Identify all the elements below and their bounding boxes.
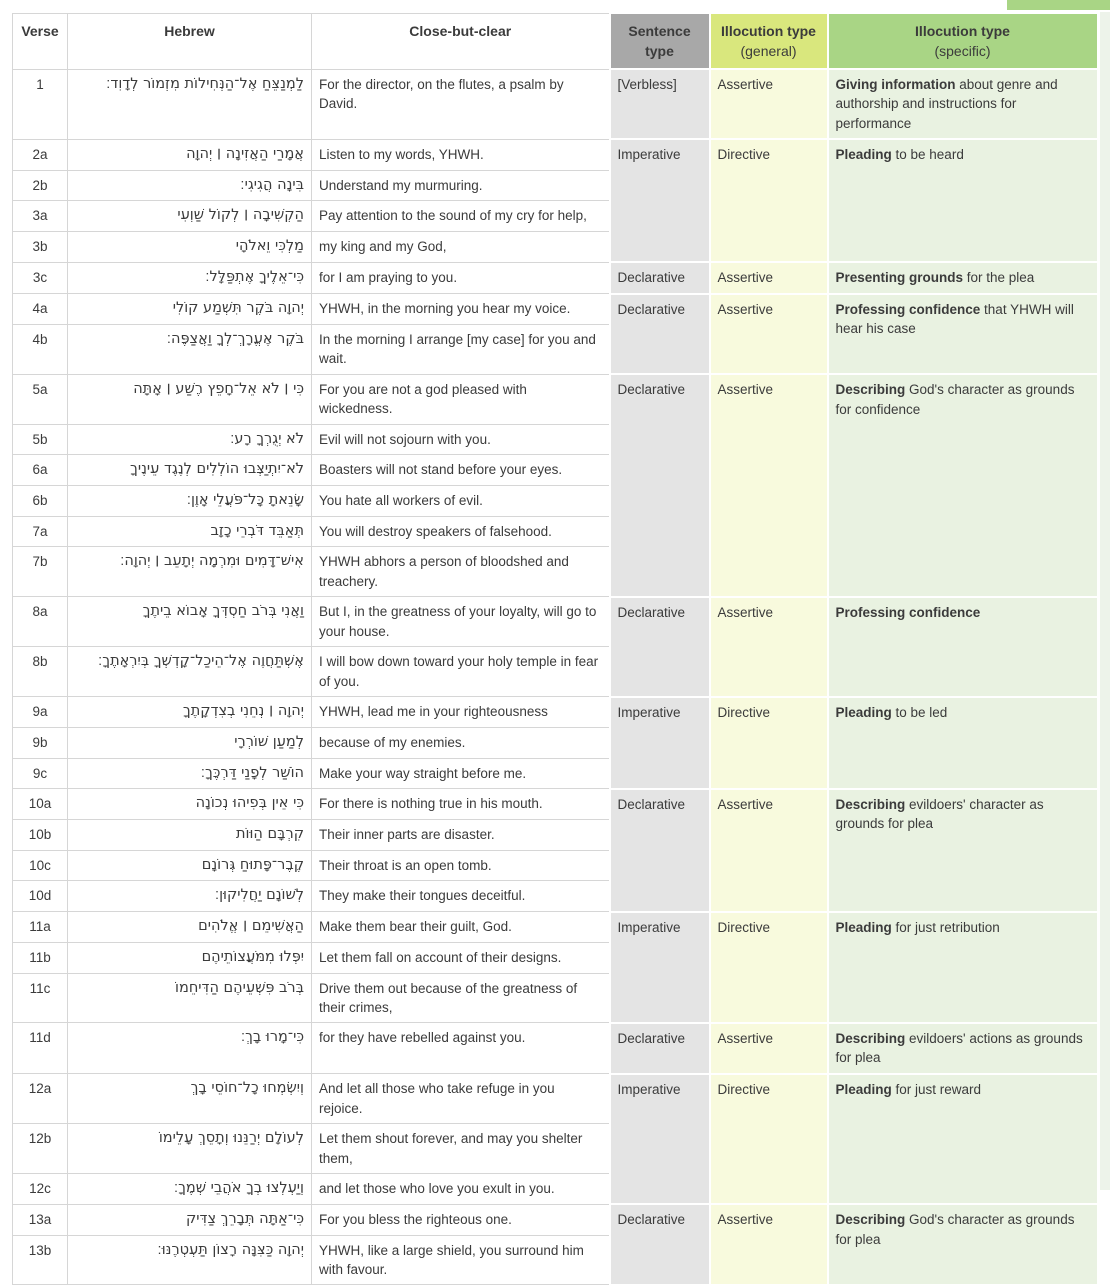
hebrew-text-cell: בֹּקֶר אֶעֱרָךְ־לְךָ וַאֲצַפֶּה׃ (68, 324, 312, 374)
translation-cell: Boasters will not stand before your eyes. (312, 455, 610, 486)
illocution-specific-keyword: Pleading (835, 704, 892, 720)
translation-cell: Listen to my words, YHWH. (312, 139, 610, 170)
illocution-general-cell: Assertive (710, 294, 828, 375)
verse-cell: 3b (13, 231, 68, 262)
verse-cell: 9c (13, 758, 68, 789)
verse-cell: 13a (13, 1204, 68, 1235)
verse-cell: 8b (13, 647, 68, 697)
verse-cell: 10d (13, 881, 68, 912)
verse-cell: 11b (13, 942, 68, 973)
illocution-specific-detail: God's character as grounds for confidence (835, 382, 1075, 417)
hebrew-text-cell: לְשׁוֹנָם יַחֲלִיקוּן׃ (68, 881, 312, 912)
column-header-sentence-type: Sentence type (610, 13, 710, 69)
translation-cell: And let all those who take refuge in you rejoice. (312, 1074, 610, 1124)
verse-cell: 3a (13, 201, 68, 232)
hebrew-text-cell: בִּינָה הֲגִיגִי׃ (68, 170, 312, 201)
illocution-general-cell: Directive (710, 139, 828, 262)
illocution-general-cell: Assertive (710, 262, 828, 293)
illocution-specific-detail: to be heard (891, 147, 964, 163)
illocution-specific-detail: evildoers' actions as grounds for plea (835, 1030, 1083, 1066)
verse-cell: 3c (13, 262, 68, 293)
translation-cell: Make your way straight before me. (312, 758, 610, 789)
translation-cell: Drive them out because of the greatness of their crimes, (312, 973, 610, 1023)
hebrew-text-cell: וַאֲנִי בְּרֹב חַסְדְּךָ אָבוֹא בֵיתֶךָ (68, 597, 312, 647)
hebrew-text-cell: כִּי־אֵלֶיךָ אֶתְפַּלָּל׃ (68, 262, 312, 293)
translation-cell: You hate all workers of evil. (312, 486, 610, 517)
verse-cell: 12c (13, 1174, 68, 1205)
illocution-specific-keyword: Pleading (835, 1081, 892, 1097)
translation-cell: But I, in the greatness of your loyalty, will go to your house. (312, 597, 610, 647)
hebrew-text-cell: אִישׁ־דָּמִים וּמִרְמָה יְתָעֵב ׀ יְהוָה׃ (68, 547, 312, 597)
translation-cell: Let them fall on account of their designs. (312, 942, 610, 973)
cropped-column-right-strip (1100, 12, 1110, 1190)
column-header-illocution-general (710, 13, 828, 69)
translation-cell: You will destroy speakers of falsehood. (312, 516, 610, 547)
translation-cell: for they have rebelled against you. (312, 1023, 610, 1074)
illocution-specific-cell (828, 789, 1098, 912)
illocution-specific-cell (828, 697, 1098, 789)
translation-cell: For you are not a god pleased with wickedness. (312, 374, 610, 424)
translation-cell: YHWH, lead me in your righteousness (312, 697, 610, 728)
verse-cell: 10a (13, 789, 68, 820)
sentence-type-cell: Imperative (610, 139, 710, 262)
header-title: Illocution type (721, 23, 816, 39)
hebrew-text-cell: הַאֲשִׁימֵם ׀ אֱלֹהִים (68, 912, 312, 943)
translation-cell: Evil will not sojourn with you. (312, 424, 610, 455)
hebrew-text-cell: תְּאַבֵּד דֹּבְרֵי כָזָב (68, 516, 312, 547)
hebrew-text-cell: לְעוֹלָם יְרַנֵּנוּ וְתָסֵךְ עָלֵימוֹ (68, 1124, 312, 1174)
verse-cell: 4b (13, 324, 68, 374)
translation-cell: I will bow down toward your holy temple in fear of you. (312, 647, 610, 697)
illocution-specific-keyword: Describing (835, 1212, 906, 1228)
illocution-general-cell: Assertive (710, 1204, 828, 1285)
table-body (13, 69, 1098, 1285)
verse-cell: 4a (13, 294, 68, 325)
illocution-specific-keyword: Describing (835, 796, 906, 812)
header-subtitle: (specific) (934, 43, 991, 60)
hebrew-text-cell: שָׂנֵאתָ כָּל־פֹּעֲלֵי אָוֶן׃ (68, 486, 312, 517)
translation-cell: Their throat is an open tomb. (312, 850, 610, 881)
hebrew-text-cell: אֲמָרַי הַאֲזִינָה ׀ יְהוָה (68, 139, 312, 170)
hebrew-text-cell: כִּי ׀ לֹא אֵל־חָפֵץ רֶשַׁע ׀ אָתָּה (68, 374, 312, 424)
column-header-verse: Verse (13, 13, 68, 69)
translation-cell: They make their tongues deceitful. (312, 881, 610, 912)
column-header-illocution-specific (828, 13, 1098, 69)
sentence-type-cell: Declarative (610, 294, 710, 375)
table-row (13, 294, 1098, 325)
illocution-specific-cell (828, 374, 1098, 597)
illocution-specific-detail: evildoers' character as grounds for plea (835, 796, 1044, 832)
illocution-specific-detail: for just retribution (891, 919, 1000, 935)
illocution-specific-keyword: Professing confidence (835, 604, 981, 620)
translation-cell: For the director, on the flutes, a psalm by David. (312, 69, 610, 139)
verse-cell: 10b (13, 819, 68, 850)
sentence-type-cell: Declarative (610, 789, 710, 912)
header-subtitle: (general) (740, 43, 797, 60)
verse-cell: 11d (13, 1023, 68, 1074)
illocution-specific-cell (828, 597, 1098, 697)
hebrew-text-cell: יְהוָה כַּצִּנָּה רָצוֹן תַּעְטְרֶנּוּ׃ (68, 1235, 312, 1285)
illocution-specific-keyword: Describing (835, 1030, 906, 1046)
illocution-specific-keyword: Pleading (835, 147, 892, 163)
sentence-type-cell: Imperative (610, 912, 710, 1023)
sentence-type-cell: Declarative (610, 597, 710, 697)
table-row (13, 789, 1098, 820)
hebrew-text-cell: לֹא־יִתְיַצְּבוּ הוֹלְלִים לְנֶגֶד עֵינֶיךָ (68, 455, 312, 486)
hebrew-text-cell: בְּרֹב פִּשְׁעֵיהֶם הַדִּיחֵמוֹ (68, 973, 312, 1023)
translation-cell: Understand my murmuring. (312, 170, 610, 201)
illocution-specific-detail: about genre and authorship and instructions for performance (835, 77, 1058, 131)
illocution-general-cell: Directive (710, 1074, 828, 1204)
hebrew-text-cell: הוֹשַׁר לְפָנַי דַּרְכֶּךָ׃ (68, 758, 312, 789)
translation-cell: Make them bear their guilt, God. (312, 912, 610, 943)
sentence-type-cell: Declarative (610, 1023, 710, 1074)
illocution-specific-cell (828, 1023, 1098, 1074)
table-row (13, 139, 1098, 170)
table-row (13, 69, 1098, 139)
illocution-specific-cell (828, 262, 1098, 293)
hebrew-text-cell: וְיִשְׂמְחוּ כָל־חוֹסֵי בָךְ (68, 1074, 312, 1124)
translation-cell: because of my enemies. (312, 727, 610, 758)
cropped-cell-top-strip (1007, 0, 1110, 10)
illocution-specific-cell (828, 294, 1098, 375)
table-row (13, 1204, 1098, 1235)
verse-cell: 12a (13, 1074, 68, 1124)
hebrew-text-cell: כִּי אֵין בְּפִיהוּ נְכוֹנָה (68, 789, 312, 820)
translation-cell: In the morning I arrange [my case] for you and wait. (312, 324, 610, 374)
hebrew-text-cell: וְיַעְלְצוּ בְךָ אֹהֲבֵי שְׁמֶךָ׃ (68, 1174, 312, 1205)
translation-cell: For you bless the righteous one. (312, 1204, 610, 1235)
translation-cell: YHWH abhors a person of bloodshed and treachery. (312, 547, 610, 597)
hebrew-text-cell: לְמַעַן שׁוֹרְרָי (68, 727, 312, 758)
translation-cell: my king and my God, (312, 231, 610, 262)
illocution-general-cell: Assertive (710, 69, 828, 139)
illocution-specific-keyword: Giving information (835, 77, 956, 92)
table-row (13, 1074, 1098, 1124)
verse-cell: 6a (13, 455, 68, 486)
verse-cell: 8a (13, 597, 68, 647)
verse-cell: 2a (13, 139, 68, 170)
illocution-specific-detail: that YHWH will hear his case (835, 301, 1074, 337)
verse-cell: 11a (13, 912, 68, 943)
hebrew-text-cell: כִּי־אַתָּה תְּבָרֵךְ צַדִּיק (68, 1204, 312, 1235)
sentence-type-cell: [Verbless] (610, 69, 710, 139)
hebrew-text-cell: יְהוָה בֹּקֶר תִּשְׁמַע קוֹלִי (68, 294, 312, 325)
sentence-type-cell: Imperative (610, 1074, 710, 1204)
verse-cell: 5b (13, 424, 68, 455)
hebrew-text-cell: מַלְכִּי וֵאלֹהָי (68, 231, 312, 262)
illocution-general-cell: Assertive (710, 789, 828, 912)
sentence-type-cell: Imperative (610, 697, 710, 789)
hebrew-text-cell: יִפְּלוּ מִמֹּעֲצוֹתֵיהֶם (68, 942, 312, 973)
verse-cell: 2b (13, 170, 68, 201)
table-row (13, 697, 1098, 728)
illocution-specific-cell (828, 912, 1098, 1023)
verse-cell: 13b (13, 1235, 68, 1285)
table-row (13, 262, 1098, 293)
column-header-hebrew: Hebrew (68, 13, 312, 69)
illocution-specific-keyword: Pleading (835, 919, 892, 935)
illocution-general-cell: Directive (710, 697, 828, 789)
header-title: Illocution type (915, 23, 1010, 39)
translation-cell: for I am praying to you. (312, 262, 610, 293)
table-row (13, 374, 1098, 424)
hebrew-text-cell: לֹא יְגֻרְךָ רָע׃ (68, 424, 312, 455)
hebrew-text-cell: יְהוָה ׀ נְחֵנִי בְצִדְקָתֶךָ (68, 697, 312, 728)
psalm-analysis-table (12, 12, 1099, 1286)
translation-cell: For there is nothing true in his mouth. (312, 789, 610, 820)
verse-cell: 1 (13, 69, 68, 139)
translation-cell: Their inner parts are disaster. (312, 819, 610, 850)
translation-cell: Pay attention to the sound of my cry for help, (312, 201, 610, 232)
hebrew-text-cell: כִּי־מָרוּ בָךְ׃ (68, 1023, 312, 1074)
translation-cell: YHWH, like a large shield, you surround him with favour. (312, 1235, 610, 1285)
verse-cell: 7a (13, 516, 68, 547)
sentence-type-cell: Declarative (610, 1204, 710, 1285)
illocution-general-cell: Directive (710, 912, 828, 1023)
verse-cell: 7b (13, 547, 68, 597)
verse-cell: 5a (13, 374, 68, 424)
hebrew-text-cell: הַקְשִׁיבָה ׀ לְקוֹל שַׁוְעִי (68, 201, 312, 232)
illocution-specific-cell (828, 1204, 1098, 1285)
table-row (13, 912, 1098, 943)
sentence-type-cell: Declarative (610, 374, 710, 597)
hebrew-text-cell: לַמְנַצֵּחַ אֶל־הַנְּחִילוֹת מִזְמוֹר לְדָוִד׃ (68, 69, 312, 139)
illocution-specific-detail: God's character as grounds for plea (835, 1212, 1075, 1247)
illocution-general-cell: Assertive (710, 1023, 828, 1074)
translation-cell: YHWH, in the morning you hear my voice. (312, 294, 610, 325)
verse-cell: 10c (13, 850, 68, 881)
translation-cell: Let them shout forever, and may you shelter them, (312, 1124, 610, 1174)
illocution-specific-cell (828, 1074, 1098, 1204)
translation-cell: and let those who love you exult in you. (312, 1174, 610, 1205)
verse-cell: 11c (13, 973, 68, 1023)
hebrew-text-cell: קִרְבָּם הַוּוֹת (68, 819, 312, 850)
illocution-specific-detail: for just reward (891, 1081, 982, 1097)
illocution-specific-cell (828, 69, 1098, 139)
hebrew-text-cell: אֶשְׁתַּחֲוֶה אֶל־הֵיכַל־קָדְשְׁךָ בְּיִרְאָתֶךָ׃ (68, 647, 312, 697)
table-row (13, 1023, 1098, 1074)
illocution-general-cell: Assertive (710, 597, 828, 697)
verse-cell: 6b (13, 486, 68, 517)
hebrew-text-cell: קֶבֶר־פָּתוּחַ גְּרוֹנָם (68, 850, 312, 881)
verse-cell: 9a (13, 697, 68, 728)
illocution-specific-keyword: Describing (835, 382, 906, 398)
illocution-specific-detail: for the plea (963, 270, 1035, 286)
illocution-specific-detail: to be led (891, 704, 948, 720)
illocution-specific-keyword: Professing confidence (835, 301, 981, 317)
sentence-type-cell: Declarative (610, 262, 710, 293)
column-header-close-but-clear: Close-but-clear (312, 13, 610, 69)
illocution-specific-keyword: Presenting grounds (835, 270, 964, 286)
header-row (13, 13, 1098, 69)
verse-cell: 9b (13, 727, 68, 758)
table-row (13, 597, 1098, 647)
verse-cell: 12b (13, 1124, 68, 1174)
illocution-general-cell: Assertive (710, 374, 828, 597)
illocution-specific-cell (828, 139, 1098, 262)
